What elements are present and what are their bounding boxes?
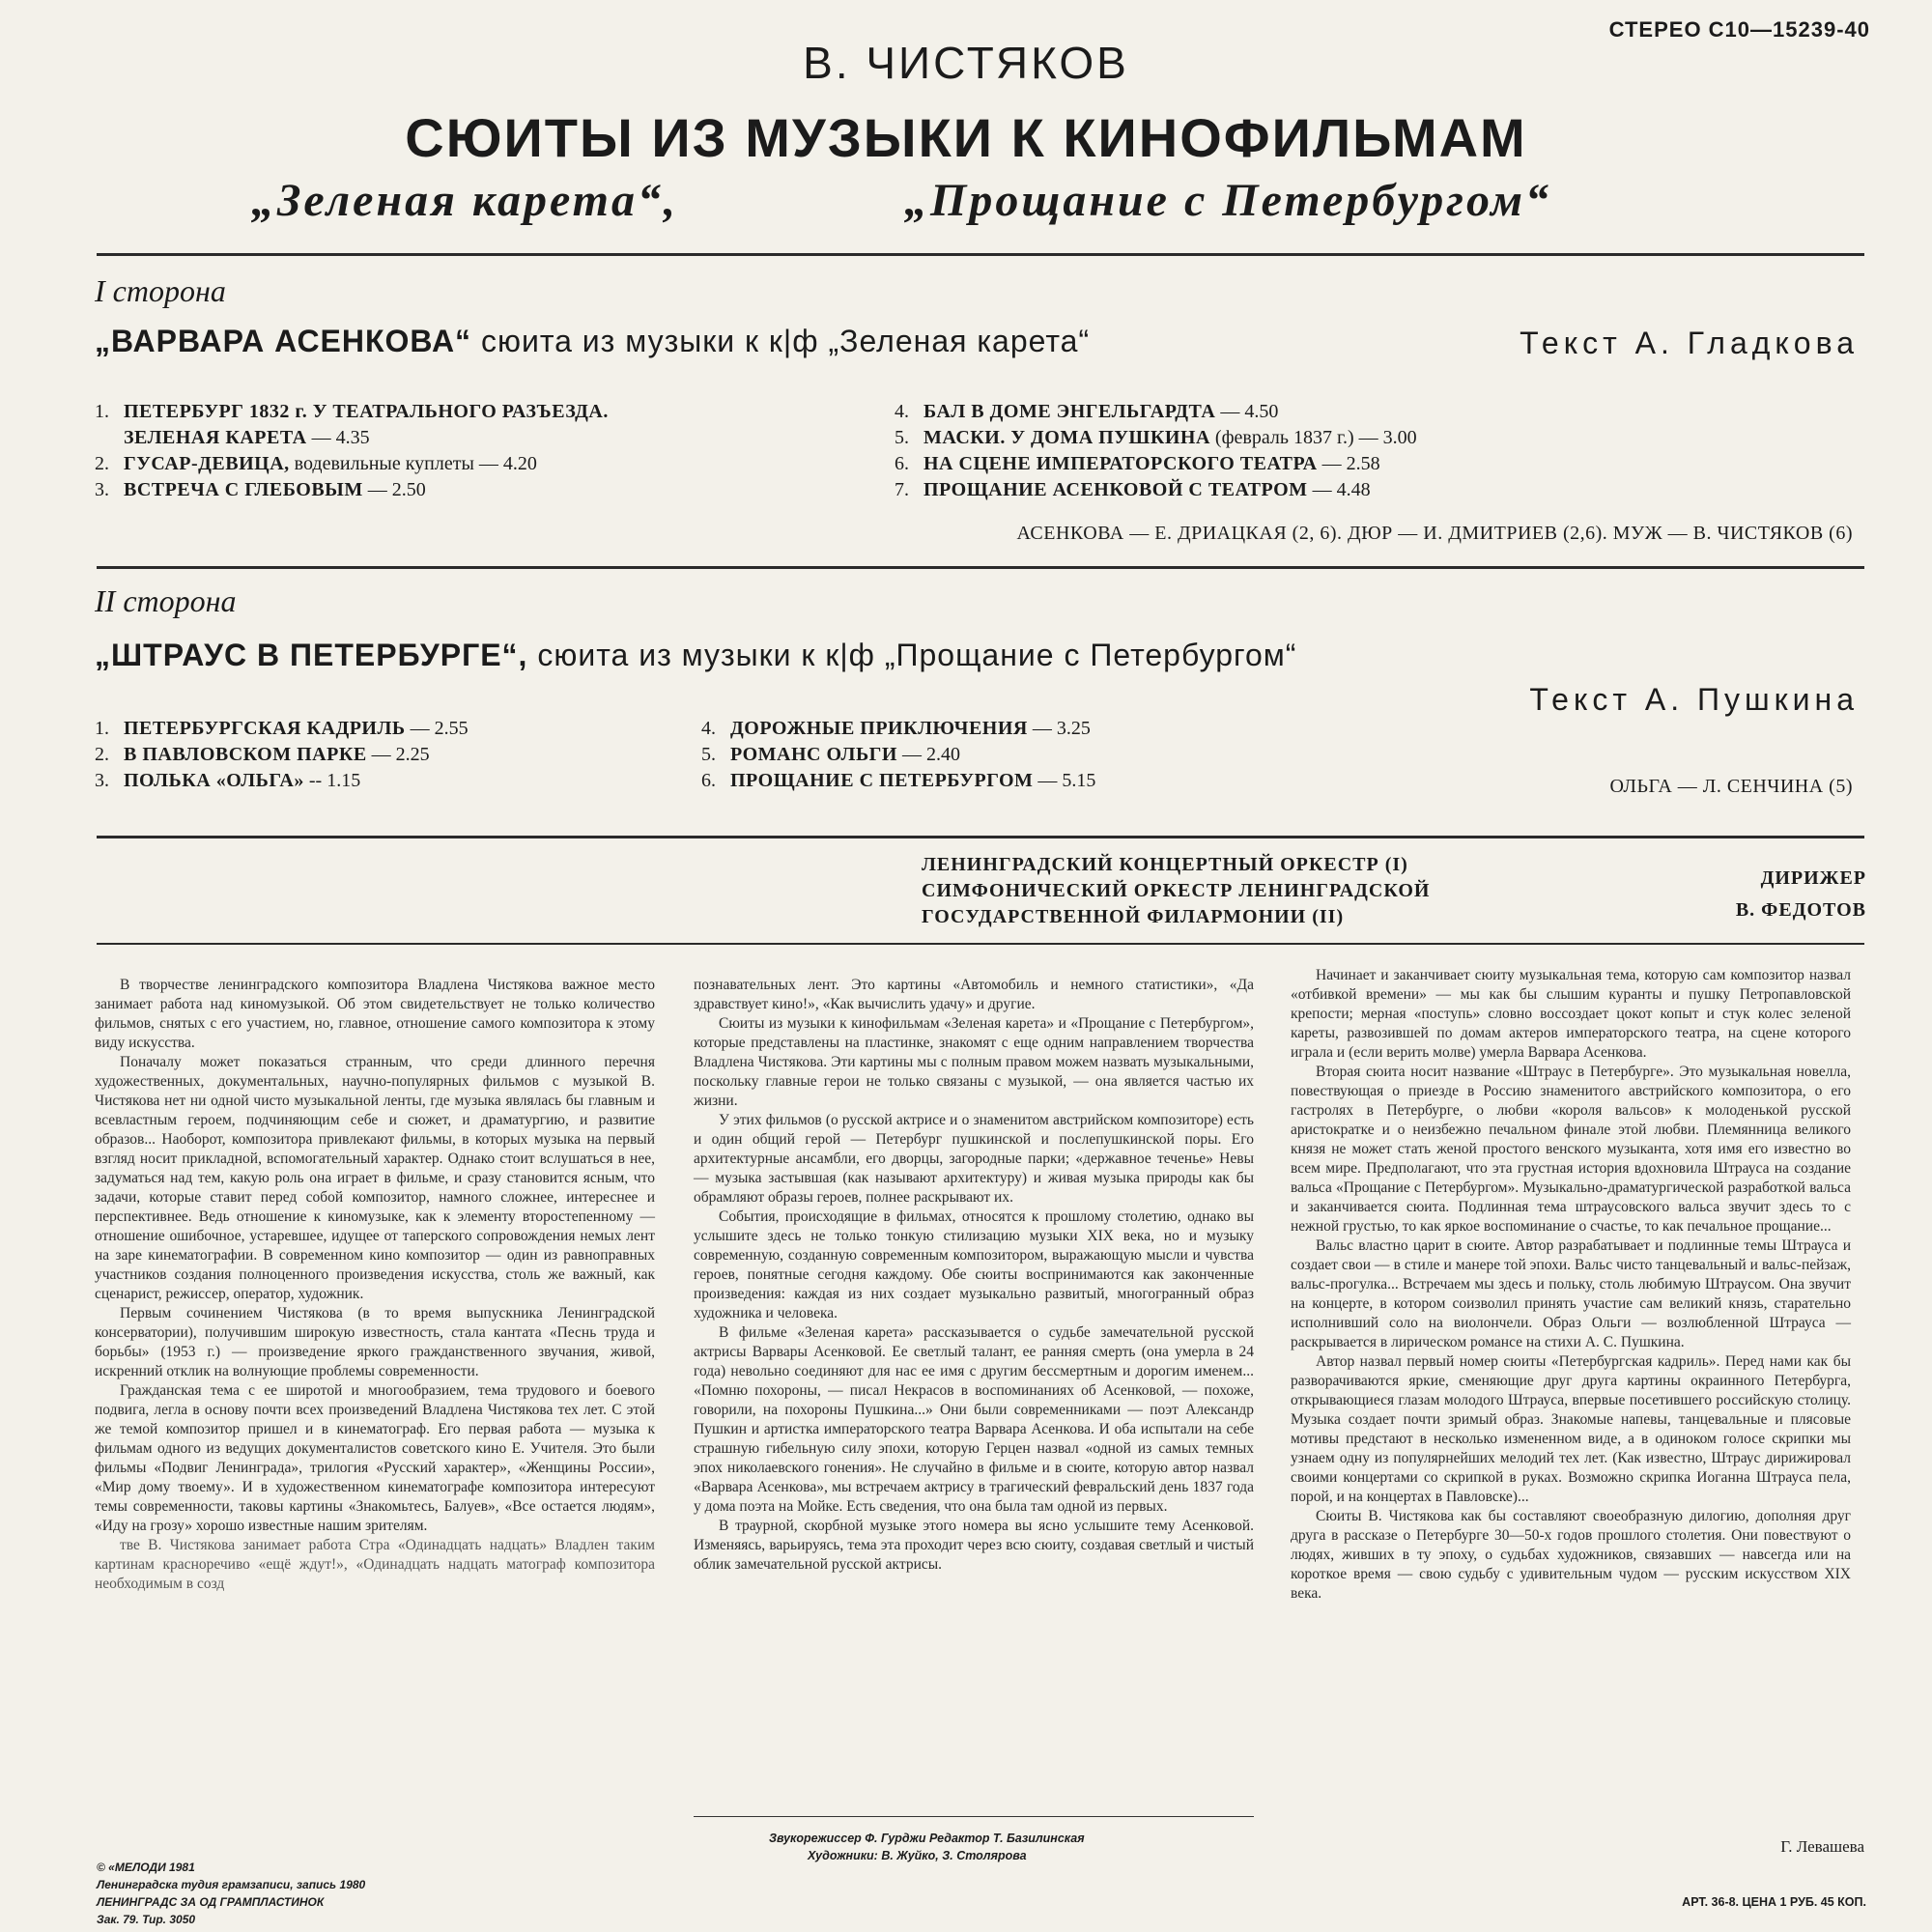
track-title: ВСТРЕЧА С ГЛЕБОВЫМ <box>124 479 363 500</box>
paragraph: тве В. Чистякова занимает работа Стра «Одинадцать надцать» Владлен таким картинам красноречиво «ещё ждут!», «Одинадцать надцать матограф композитора необходимым в созд <box>95 1537 655 1592</box>
track-title: В ПАВЛОВСКОМ ПАРКЕ <box>124 744 367 765</box>
track-item <box>95 716 469 742</box>
track-duration: — 5.15 <box>1033 770 1096 791</box>
track-item <box>95 768 469 794</box>
paragraph: Автор назвал первый номер сюиты «Петербургская кадриль». Перед нами как бы разворачиваются яркие, сменяющие друг друга картины окраинного Петербурга, открывающиеся глазам молодого Штрауса, впервые посетившего российскую столицу. Музыка создает почти зримый образ. Знакомые напевы, танцевальные и плясовые мотивы предстают в несколько измененном виде, а в одиноком голосе скрипки мы узнаем одну из популярнейших мелодий тех лет. (Как известно, Штраус дирижировал своими концертами со скрипкой в руках. Возможно скрипка Иоганна Штрауса пела, порой, и на концертах в Павловске)... <box>1291 1353 1851 1505</box>
side1-cast: АСЕНКОВА — Е. ДРИАЦКАЯ (2, 6). ДЮР — И. ДМИТРИЕВ (2,6). МУЖ — В. ЧИСТЯКОВ (6) <box>1016 523 1853 544</box>
orchestra-line: ЛЕНИНГРАДСКИЙ КОНЦЕРТНЫЙ ОРКЕСТР (I) <box>922 854 1408 875</box>
track-item <box>95 742 469 768</box>
liner-notes-column-1 <box>95 976 655 1594</box>
paragraph: В траурной, скорбной музыке этого номера вы ясно услышите тему Асенковой. Изменяясь, варьируясь, тема эта проходит через всю сюиту, создавая светлый и чистый облик замечательной русской актрисы. <box>694 1518 1254 1573</box>
track-note: водевильные куплеты <box>289 453 474 474</box>
imprint-line: ЛЕНИНГРАДС ЗА ОД ГРАМПЛАСТИНОК <box>97 1895 325 1909</box>
track-number: 1. <box>95 718 109 739</box>
track-number: 6. <box>895 453 909 474</box>
track-title: ГУСАР-ДЕВИЦА, <box>124 453 290 474</box>
track-number: 3. <box>95 479 109 500</box>
track-number: 4. <box>895 401 909 422</box>
side1-label: I сторона <box>95 273 226 308</box>
side2-suite-heading <box>95 638 1296 673</box>
track-number: 5. <box>701 744 716 765</box>
track-number: 6. <box>701 770 716 791</box>
track-number: 3. <box>95 770 109 791</box>
track-title: ПРОЩАНИЕ АСЕНКОВОЙ С ТЕАТРОМ <box>923 479 1308 500</box>
side1-suite-heading <box>95 324 1090 359</box>
paragraph: Сюиты В. Чистякова как бы составляют своеобразную дилогию, дополняя друг друга в рассказе о Петербурге 30—50-х годов прошлого столетия. Они повествуют о людях, живших в ту эпоху, о судьбах художников, связавших — навсегда или на короткое время — свою судьбу с удивительным чудом — русским искусством XIX века. <box>1291 1508 1851 1602</box>
paragraph: познавательных лент. Это картины «Автомобиль и немного статистики», «Да здравствует кино!», «Как вычислить удачу» и другие. <box>694 977 1254 1012</box>
credits-line: Звукорежиссер Ф. Гурджи Редактор Т. Базилинская <box>769 1832 1085 1845</box>
track-duration: — 3.25 <box>1027 718 1091 739</box>
paragraph: Начинает и заканчивает сюиту музыкальная тема, которую сам композитор назвал «отбивкой времени» — мы как бы слышим куранты и пушку Петропавловской крепости; мерная «поступь» словно воссоздает цокот копыт и стук колес зеленой кареты, развозившей по домам актеров императорского театра, на сцене которого играла и (если верить молве) умерла Варвара Асенкова. <box>1291 967 1851 1061</box>
track-duration: -- 1.15 <box>303 770 361 791</box>
track-duration: — 2.50 <box>362 479 426 500</box>
track-item <box>701 742 1095 768</box>
track-item <box>95 399 609 425</box>
side2-lyrics-credit: Текст А. Пушкина <box>1529 682 1859 717</box>
side2-suite-title: „ШТРАУС В ПЕТЕРБУРГЕ“, <box>95 638 528 672</box>
track-title: РОМАНС ОЛЬГИ <box>730 744 897 765</box>
track-title: ПОЛЬКА «ОЛЬГА» <box>124 770 304 791</box>
track-title: ПРОЩАНИЕ С ПЕТЕРБУРГОМ <box>730 770 1034 791</box>
divider <box>97 836 1864 838</box>
paragraph: События, происходящие в фильмах, относятся к прошлому столетию, однако вы услышите здесь не только тонкую стилизацию музыки XIX века, но и музыку современную, созданную современным композитором, выражающую мысли и чувства героев, понятные сегодня каждому. Обе сюиты воспринимаются как законченные произведения: каждая из них создает музыкально развитый, многогранный образ художника и человека. <box>694 1208 1254 1321</box>
track-number: 1. <box>95 401 109 422</box>
track-item <box>701 768 1095 794</box>
side2-tracklist-left <box>95 716 469 794</box>
track-note: (февраль 1837 г.) <box>1209 427 1354 448</box>
paragraph: У этих фильмов (о русской актрисе и о знаменитом австрийском композиторе) есть и один общий герой — Петербург пушкинской и послепушкинской поры. Его архитектурные ансамбли, его дворцы, загородные парки; «державное теченье» Невы — музыка застывшая (как называют архитектуру) и живая музыка природы как бы обрамляют образы героев, полнее раскрывают их. <box>694 1112 1254 1206</box>
track-duration: — 2.55 <box>405 718 469 739</box>
paragraph: Первым сочинением Чистякова (в то время выпускника Ленинградской консерватории), получившим широкую известность, стала кантата «Песнь труда и борьбы» (1953 г.) — произведение яркого гражданственного звучания, живой, искренний отклик на волнующие проблемы современности. <box>95 1305 655 1379</box>
imprint-line: Зак. 79. Тир. 3050 <box>97 1913 196 1926</box>
catalog-number: СТЕРЕО С10—15239-40 <box>1608 17 1870 42</box>
film-title-1: „Зеленая карета“, <box>251 175 678 226</box>
track-duration: — 4.50 <box>1215 401 1279 422</box>
side2-suite-subtitle: сюита из музыки к к|ф „Прощание с Петербургом“ <box>527 638 1297 672</box>
track-item <box>895 477 1417 503</box>
liner-notes-column-2 <box>694 976 1254 1575</box>
side2-tracklist-right <box>701 716 1095 794</box>
track-title: ДОРОЖНЫЕ ПРИКЛЮЧЕНИЯ <box>730 718 1028 739</box>
price-line: АРТ. 36-8. ЦЕНА 1 РУБ. 45 КОП. <box>1682 1895 1866 1909</box>
divider <box>97 566 1864 569</box>
orchestra-credits <box>922 852 1430 930</box>
track-number: 5. <box>895 427 909 448</box>
paragraph: Вторая сюита носит название «Штраус в Петербурге». Это музыкальная новелла, повествующая о приезде в Россию знаменитого австрийского композитора, о его гастролях в Петербурге, о любви «короля вальсов» к молоденькой русской аристократке и о неизбежно печальном финале этой любви. Племянница великого князя не может стать женой простого венского музыканта, хотя имя его известно во всем мире. Предполагают, что эта грустная история вдохновила Штрауса на создание вальса «Прощание с Петербургом». Музыкально-драматургической разработкой вальса и заканчивается сюита. Подлинная тема штраусовского вальса звучит здесь то с нежной грустью, то как яркое воспоминание о счастье, то как печальное прощание... <box>1291 1064 1851 1235</box>
side1-tracklist-left <box>95 399 609 503</box>
orchestra-line: СИМФОНИЧЕСКИЙ ОРКЕСТР ЛЕНИНГРАДСКОЙ <box>922 880 1431 901</box>
track-duration: — 4.35 <box>306 427 370 448</box>
paragraph: Вальс властно царит в сюите. Автор разрабатывает и подлинные темы Штрауса и создает свои — в стиле и манере той эпохи. Вальс чисто танцевальный и вальс-пейзаж, вальс-прогулка... Встречаем мы здесь и польку, столь любимую Штраусом. Она звучит на концерте, в котором соизволил принять участие сам великий князь, старательно исполнивший соло на виолончели. Образ Ольги — возлюбленной Штрауса — раскрывается в лирическом романсе на стихи А. С. Пушкина. <box>1291 1237 1851 1350</box>
paragraph: Сюиты из музыки к кинофильмам «Зеленая карета» и «Прощание с Петербургом», которые представлены на пластинке, знакомят с еще одним направлением творчества Владлена Чистякова. Эти картины мы с полным правом можем назвать музыкальными, поскольку главные герои не только связаны с музыкой, — она является частью их жизни. <box>694 1015 1254 1109</box>
conductor-credit <box>1736 866 1866 923</box>
track-item <box>95 451 609 477</box>
track-duration: — 2.58 <box>1317 453 1380 474</box>
track-title: НА СЦЕНЕ ИМПЕРАТОРСКОГО ТЕАТРА <box>923 453 1318 474</box>
side2-label: II сторона <box>95 583 237 618</box>
paragraph: В творчестве ленинградского композитора Владлена Чистякова важное место занимает работа над киномузыкой. Об этом свидетельствует не только количество фильмов, снятых с его участием, но, главное, отношение самого композитора к этому виду искусства. <box>95 977 655 1051</box>
track-title: ЗЕЛЕНАЯ КАРЕТА <box>124 427 307 448</box>
side1-tracklist-right <box>895 399 1417 503</box>
conductor-name: В. ФЕДОТОВ <box>1735 899 1866 921</box>
orchestra-line: ГОСУДАРСТВЕННОЙ ФИЛАРМОНИИ (II) <box>922 906 1345 927</box>
imprint-line: Ленинградска тудия грамзаписи, запись 1980 <box>97 1878 366 1891</box>
side1-suite-subtitle: сюита из музыки к к|ф „Зеленая карета“ <box>471 324 1091 358</box>
side1-lyrics-credit: Текст А. Гладкова <box>1520 326 1859 360</box>
track-title: ПЕТЕРБУРГСКАЯ КАДРИЛЬ <box>124 718 406 739</box>
imprint-line: © «МЕЛОДИ 1981 <box>97 1861 195 1874</box>
track-duration: — 2.25 <box>366 744 430 765</box>
film-title-2: „Прощание с Петербургом“ <box>904 175 1552 226</box>
track-title: ПЕТЕРБУРГ 1832 г. У ТЕАТРАЛЬНОГО РАЗЪЕЗДА. <box>124 401 609 422</box>
divider <box>694 1816 1254 1817</box>
paragraph: В фильме «Зеленая карета» рассказывается о судьбе замечательной русской актрисы Варвары Асенковой. Ее светлый талант, ее ранняя смерть (она умерла в 24 года) невольно соединяют для нас ее имя с другим бессмертным и дорогим именем... «Помню похороны, — писал Некрасов в воспоминаниях об Асенковой, — похоже, говорили, на похороны Пушкина...» Они были современниками — поэт Александр Пушкин и артистка императорского театра Варвара Асенкова. И оба испытали на себе страшную гибельную силу эпохи, которую Герцен назвал «одной из самых темных эпох николаевского гонения». Не случайно в фильме и в сюите, которую автор назвал «Варвара Асенкова», мы встречаем актрису в трагический февральский день 1837 года у дома поэта на Мойке. Есть сведения, что она была там одной из первых. <box>694 1324 1254 1515</box>
track-number: 2. <box>95 744 109 765</box>
liner-notes-column-3 <box>1291 966 1851 1604</box>
track-item <box>95 425 609 451</box>
conductor-label: ДИРИЖЕР <box>1760 867 1866 889</box>
track-number: 2. <box>95 453 109 474</box>
track-item <box>701 716 1095 742</box>
paragraph: Поначалу может показаться странным, что среди длинного перечня художественных, документальных, научно-популярных фильмов с музыкой В. Чистякова нет ни одной чисто музыкальной ленты, где музыка являлась бы главным и всевластным героем, подчиняющим себе и сюжет, и драматургию, и развитие образов... Наоборот, композитора привлекают фильмы, в которых музыка на первый взгляд носит прикладной, вспомогательный характер. Однако стоит вслушаться в нее, задуматься над тем, какую роль она играет в фильме, и сразу становится ясным, что задачи, которые ставит перед собой композитор, намного сложнее, интереснее и перспективнее. Ведь отношение к киномузыке, как к элементу второстепенному — отношение ошибочное, устаревшее, идущее от таперского сопровождения немых лент на заре кинематографии. В современном кино композитор — один из равноправных участников создания полноценного произведения искусства, столь же важный, как сценарист, режиссер, оператор, художник. <box>95 1054 655 1302</box>
composer-name: В. ЧИСТЯКОВ <box>803 38 1129 88</box>
label-imprint <box>97 1859 365 1928</box>
track-title: БАЛ В ДОМЕ ЭНГЕЛЬГАРДТА <box>923 401 1216 422</box>
credits-line: Художники: В. Жуйко, З. Столярова <box>808 1849 1027 1862</box>
track-duration: — 4.48 <box>1307 479 1371 500</box>
track-item <box>895 399 1417 425</box>
side1-suite-title: „ВАРВАРА АСЕНКОВА“ <box>95 324 472 358</box>
track-item <box>895 451 1417 477</box>
track-duration: — 4.20 <box>473 453 537 474</box>
album-title: СЮИТЫ ИЗ МУЗЫКИ К КИНОФИЛЬМАМ <box>405 107 1527 168</box>
paragraph: Гражданская тема с ее широтой и многообразием, тема трудового и боевого подвига, легла в основу почти всех произведений Владлена Чистякова тех лет. С этой же темой композитор пришел и в кинематограф. Его первая работа — музыка к фильмам одного из ведущих документалистов советского кино Е. Учителя. Это были фильмы «Подвиг Ленинграда», трилогия «Русский характер», «Женщины России», «Мир дому твоему». И в художественном кинематографе композитора интересуют темы современности, таковы картины «Знакомьтесь, Балуев», «Все остается людям», «Иду на грозу» хорошо известные нашим зрителям. <box>95 1382 655 1534</box>
author-signature: Г. Левашева <box>1780 1837 1864 1856</box>
track-item <box>95 477 609 503</box>
side2-cast: ОЛЬГА — Л. СЕНЧИНА (5) <box>1609 776 1853 797</box>
track-title: МАСКИ. У ДОМА ПУШКИНА <box>923 427 1210 448</box>
track-number: 4. <box>701 718 716 739</box>
track-item <box>895 425 1417 451</box>
divider <box>97 253 1864 256</box>
track-duration: — 3.00 <box>1353 427 1417 448</box>
divider <box>97 943 1864 945</box>
track-duration: — 2.40 <box>896 744 960 765</box>
production-credits <box>769 1830 1085 1864</box>
track-number: 7. <box>895 479 909 500</box>
